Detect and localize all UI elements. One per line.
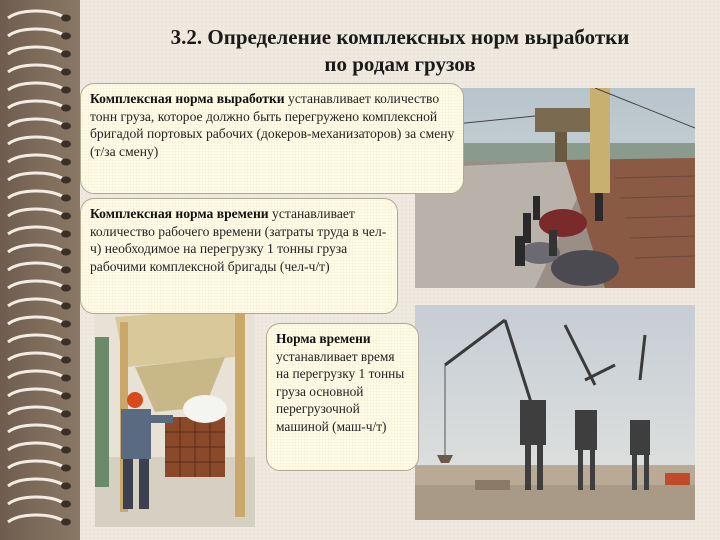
binding-ring	[8, 353, 62, 360]
binding-hole	[61, 15, 71, 22]
binding-ring	[8, 461, 62, 468]
binding-hole	[61, 105, 71, 112]
binding-ring	[8, 65, 62, 72]
term-output-norm: Комплексная норма выработки	[90, 91, 285, 106]
definition-box-output-norm	[80, 83, 464, 194]
binding-ring	[8, 191, 62, 198]
spiral-rings	[0, 0, 80, 540]
binding-ring	[8, 299, 62, 306]
binding-hole	[61, 447, 71, 454]
binding-hole	[61, 123, 71, 130]
binding-hole	[61, 33, 71, 40]
binding-hole	[61, 501, 71, 508]
title-line-1: 3.2. Определение комплексных норм выработки	[170, 25, 630, 49]
spiral-binding	[0, 0, 80, 540]
binding-hole	[61, 87, 71, 94]
term-time-norm-machine: Норма времени	[276, 331, 371, 346]
binding-hole	[61, 195, 71, 202]
binding-hole	[61, 339, 71, 346]
binding-hole	[61, 267, 71, 274]
binding-hole	[61, 231, 71, 238]
binding-hole	[61, 285, 71, 292]
binding-ring	[8, 119, 62, 126]
definition-box-time-norm-machine	[266, 323, 419, 471]
binding-ring	[8, 137, 62, 144]
binding-hole	[61, 303, 71, 310]
binding-ring	[8, 101, 62, 108]
title-line-2: по родам грузов	[324, 52, 476, 76]
binding-ring	[8, 83, 62, 90]
binding-ring	[8, 29, 62, 36]
binding-hole	[61, 519, 71, 526]
binding-ring	[8, 11, 62, 18]
binding-ring	[8, 47, 62, 54]
binding-ring	[8, 425, 62, 432]
binding-hole	[61, 159, 71, 166]
binding-ring	[8, 209, 62, 216]
binding-ring	[8, 335, 62, 342]
binding-hole	[61, 393, 71, 400]
slide-title	[95, 24, 705, 78]
binding-hole	[61, 69, 71, 76]
binding-ring	[8, 227, 62, 234]
definition-output-norm: устанавливает количество тонн груза, которое должно быть перегружено комплексной бригадой портовых рабочих (докеров-механизаторов) за смену (т/за смену)	[90, 91, 455, 159]
binding-hole	[61, 213, 71, 220]
port-cranes-photo	[415, 305, 695, 520]
binding-ring	[8, 263, 62, 270]
binding-ring	[8, 515, 62, 522]
binding-ring	[8, 479, 62, 486]
binding-ring	[8, 317, 62, 324]
binding-ring	[8, 155, 62, 162]
bag-loading-photo	[95, 297, 255, 527]
binding-hole	[61, 411, 71, 418]
binding-hole	[61, 321, 71, 328]
binding-hole	[61, 465, 71, 472]
binding-hole	[61, 141, 71, 148]
definition-time-norm-complex: устанавливает количество рабочего времени (затраты труда в чел-ч) необходимое на перегрузку 1 тонны груза рабочими комплексной бригады (чел-ч/т)	[90, 206, 387, 274]
binding-ring	[8, 371, 62, 378]
term-time-norm-complex: Комплексная норма времени	[90, 206, 269, 221]
binding-ring	[8, 407, 62, 414]
binding-hole	[61, 249, 71, 256]
binding-hole	[61, 375, 71, 382]
definition-time-norm-machine: устанавливает время на перегрузку 1 тонны груза основной перегрузочной машиной (маш-ч/т)	[276, 348, 405, 434]
binding-ring	[8, 497, 62, 504]
binding-ring	[8, 443, 62, 450]
binding-hole	[61, 357, 71, 364]
definition-box-time-norm-complex	[80, 198, 398, 314]
binding-hole	[61, 483, 71, 490]
binding-hole	[61, 177, 71, 184]
binding-ring	[8, 245, 62, 252]
binding-ring	[8, 389, 62, 396]
binding-hole	[61, 51, 71, 58]
binding-ring	[8, 173, 62, 180]
binding-hole	[61, 429, 71, 436]
binding-ring	[8, 281, 62, 288]
